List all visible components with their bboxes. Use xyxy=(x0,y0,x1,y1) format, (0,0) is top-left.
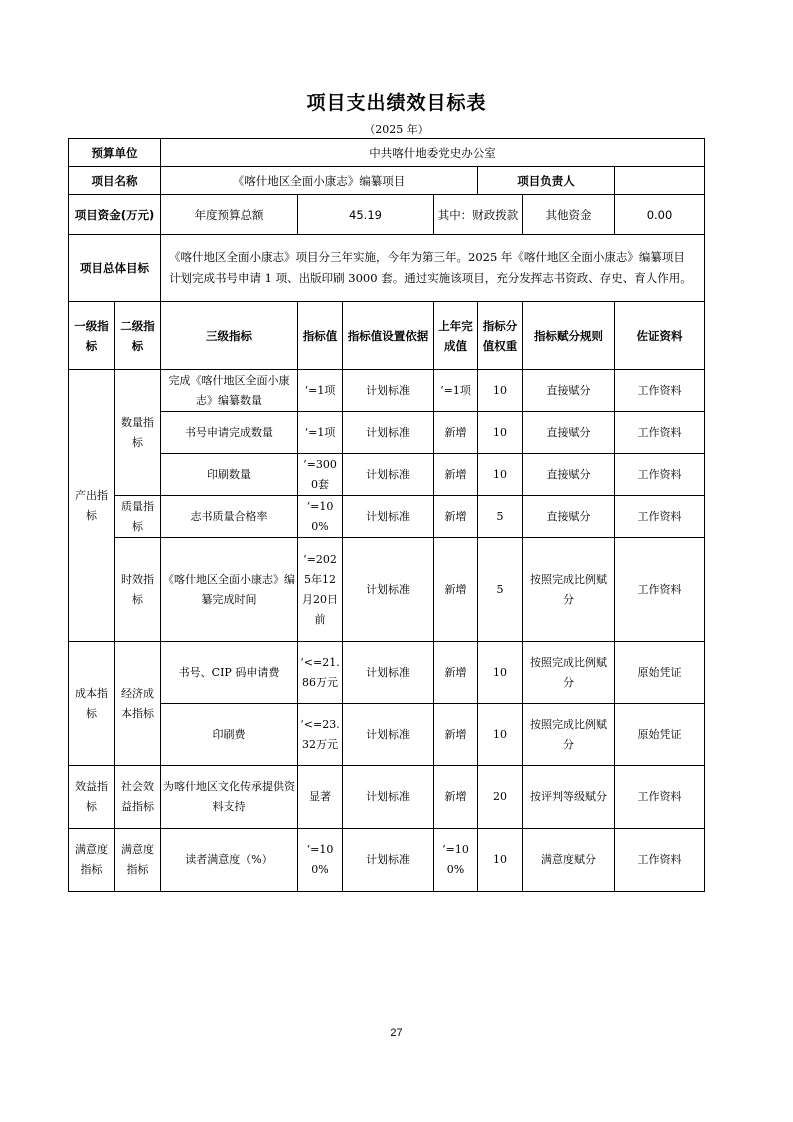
project-lead-label: 项目负责人 xyxy=(478,167,615,195)
group-satisfaction-sub-indicators: 满意度指标 xyxy=(115,829,161,892)
group-economic-cost-indicators: 经济成本指标 xyxy=(115,642,161,766)
indicator-value: ‘=3000套 xyxy=(298,454,343,496)
other-funds-label: 其他资金 xyxy=(523,195,615,235)
col-rule-header: 指标赋分规则 xyxy=(523,302,615,370)
indicator-evidence: 工作资料 xyxy=(615,454,705,496)
indicator-name: 印刷费 xyxy=(161,704,298,766)
indicator-basis: 计划标准 xyxy=(343,829,434,892)
annual-budget-value: 45.19 xyxy=(298,195,434,235)
indicator-evidence: 工作资料 xyxy=(615,538,705,642)
annual-budget-label: 年度预算总额 xyxy=(161,195,298,235)
group-social-benefit-indicators: 社会效益指标 xyxy=(115,766,161,829)
indicator-name: 志书质量合格率 xyxy=(161,496,298,538)
indicator-last-year: 新增 xyxy=(434,766,478,829)
col-last-year-header: 上年完成值 xyxy=(434,302,478,370)
indicator-name: 书号、CIP 码申请费 xyxy=(161,642,298,704)
indicator-value: ‘=100% xyxy=(298,829,343,892)
group-quality-indicators: 质量指标 xyxy=(115,496,161,538)
group-output-indicators: 产出指标 xyxy=(69,370,115,642)
indicator-value: 显著 xyxy=(298,766,343,829)
col-weight-header: 指标分值权重 xyxy=(478,302,523,370)
indicator-rule: 直接赋分 xyxy=(523,496,615,538)
project-name-row xyxy=(69,167,705,195)
indicator-last-year: 新增 xyxy=(434,412,478,454)
fiscal-allocation-label: 其中：财政拨款 xyxy=(434,195,523,235)
col-level1-header: 一级指标 xyxy=(69,302,115,370)
indicator-basis: 计划标准 xyxy=(343,766,434,829)
table-row xyxy=(69,370,705,412)
indicator-last-year: 新增 xyxy=(434,642,478,704)
indicator-rule: 按照完成比例赋分 xyxy=(523,704,615,766)
project-name-value: 《喀什地区全面小康志》编纂项目 xyxy=(161,167,478,195)
indicator-rule: 满意度赋分 xyxy=(523,829,615,892)
indicator-rule: 直接赋分 xyxy=(523,412,615,454)
other-funds-value: 0.00 xyxy=(615,195,705,235)
indicator-basis: 计划标准 xyxy=(343,538,434,642)
indicator-name: 为喀什地区文化传承提供资料支持 xyxy=(161,766,298,829)
table-row xyxy=(69,454,705,496)
overall-goal-label: 项目总体目标 xyxy=(69,235,161,302)
indicator-weight: 5 xyxy=(478,496,523,538)
indicator-rule: 直接赋分 xyxy=(523,370,615,412)
indicator-weight: 10 xyxy=(478,370,523,412)
column-header-row xyxy=(69,302,705,370)
indicator-weight: 10 xyxy=(478,829,523,892)
indicator-last-year: ‘=100% xyxy=(434,829,478,892)
indicator-name: 读者满意度（%） xyxy=(161,829,298,892)
indicator-evidence: 工作资料 xyxy=(615,829,705,892)
document-year: （2025 年） xyxy=(364,123,429,136)
indicator-evidence: 工作资料 xyxy=(615,370,705,412)
indicator-rule: 按评判等级赋分 xyxy=(523,766,615,829)
indicator-last-year: 新增 xyxy=(434,496,478,538)
indicator-basis: 计划标准 xyxy=(343,704,434,766)
budget-unit-value: 中共喀什地委党史办公室 xyxy=(161,139,705,167)
indicator-value: ‘<=21.86万元 xyxy=(298,642,343,704)
group-quantity-indicators: 数量指标 xyxy=(115,370,161,496)
group-cost-indicators: 成本指标 xyxy=(69,642,115,766)
indicator-name: 印刷数量 xyxy=(161,454,298,496)
indicator-basis: 计划标准 xyxy=(343,496,434,538)
budget-unit-label: 预算单位 xyxy=(69,139,161,167)
overall-goal-value: 《喀什地区全面小康志》项目分三年实施，今年为第三年。2025 年《喀什地区全面小康志》编纂项目计划完成书号申请 1 项、出版印刷 3000 套。通过实施该项目，充分发挥志书资政、存史、育人作用。 xyxy=(161,235,705,302)
table-row xyxy=(69,829,705,892)
project-name-label: 项目名称 xyxy=(69,167,161,195)
indicator-value: ‘=1项 xyxy=(298,412,343,454)
indicator-evidence: 原始凭证 xyxy=(615,704,705,766)
group-satisfaction-indicators: 满意度指标 xyxy=(69,829,115,892)
table-row xyxy=(69,496,705,538)
project-funds-label: 项目资金(万元) xyxy=(69,195,161,235)
indicator-weight: 10 xyxy=(478,454,523,496)
indicator-weight: 10 xyxy=(478,412,523,454)
indicator-evidence: 工作资料 xyxy=(615,496,705,538)
page-title: 项目支出绩效目标表 xyxy=(306,92,487,114)
indicator-evidence: 原始凭证 xyxy=(615,642,705,704)
indicator-value: ‘=1项 xyxy=(298,370,343,412)
indicator-basis: 计划标准 xyxy=(343,642,434,704)
table-row xyxy=(69,642,705,704)
indicator-basis: 计划标准 xyxy=(343,412,434,454)
indicator-name: 完成《喀什地区全面小康志》编纂数量 xyxy=(161,370,298,412)
indicator-last-year: 新增 xyxy=(434,538,478,642)
indicator-name: 《喀什地区全面小康志》编纂完成时间 xyxy=(161,538,298,642)
col-level2-header: 二级指标 xyxy=(115,302,161,370)
project-lead-value xyxy=(615,167,705,195)
indicator-rule: 按照完成比例赋分 xyxy=(523,642,615,704)
indicator-last-year: ‘=1项 xyxy=(434,370,478,412)
indicator-weight: 20 xyxy=(478,766,523,829)
performance-target-table xyxy=(68,138,705,892)
col-basis-header: 指标值设置依据 xyxy=(343,302,434,370)
table-row xyxy=(69,766,705,829)
table-row xyxy=(69,412,705,454)
col-value-header: 指标值 xyxy=(298,302,343,370)
indicator-value: ‘<=23.32万元 xyxy=(298,704,343,766)
col-level3-header: 三级指标 xyxy=(161,302,298,370)
indicator-value: ‘=2025年12月20日前 xyxy=(298,538,343,642)
group-benefit-indicators: 效益指标 xyxy=(69,766,115,829)
budget-unit-row xyxy=(69,139,705,167)
col-evidence-header: 佐证资料 xyxy=(615,302,705,370)
table-row xyxy=(69,538,705,642)
indicator-evidence: 工作资料 xyxy=(615,412,705,454)
indicator-value: ‘=100% xyxy=(298,496,343,538)
overall-goal-row xyxy=(69,235,705,302)
indicator-weight: 10 xyxy=(478,704,523,766)
indicator-last-year: 新增 xyxy=(434,454,478,496)
indicator-rule: 直接赋分 xyxy=(523,454,615,496)
indicator-weight: 5 xyxy=(478,538,523,642)
indicator-evidence: 工作资料 xyxy=(615,766,705,829)
table-row xyxy=(69,704,705,766)
indicator-name: 书号申请完成数量 xyxy=(161,412,298,454)
project-funds-row xyxy=(69,195,705,235)
indicator-basis: 计划标准 xyxy=(343,454,434,496)
indicator-weight: 10 xyxy=(478,642,523,704)
page-number: 27 xyxy=(390,1027,403,1039)
indicator-basis: 计划标准 xyxy=(343,370,434,412)
group-timeliness-indicators: 时效指标 xyxy=(115,538,161,642)
indicator-rule: 按照完成比例赋分 xyxy=(523,538,615,642)
indicator-last-year: 新增 xyxy=(434,704,478,766)
